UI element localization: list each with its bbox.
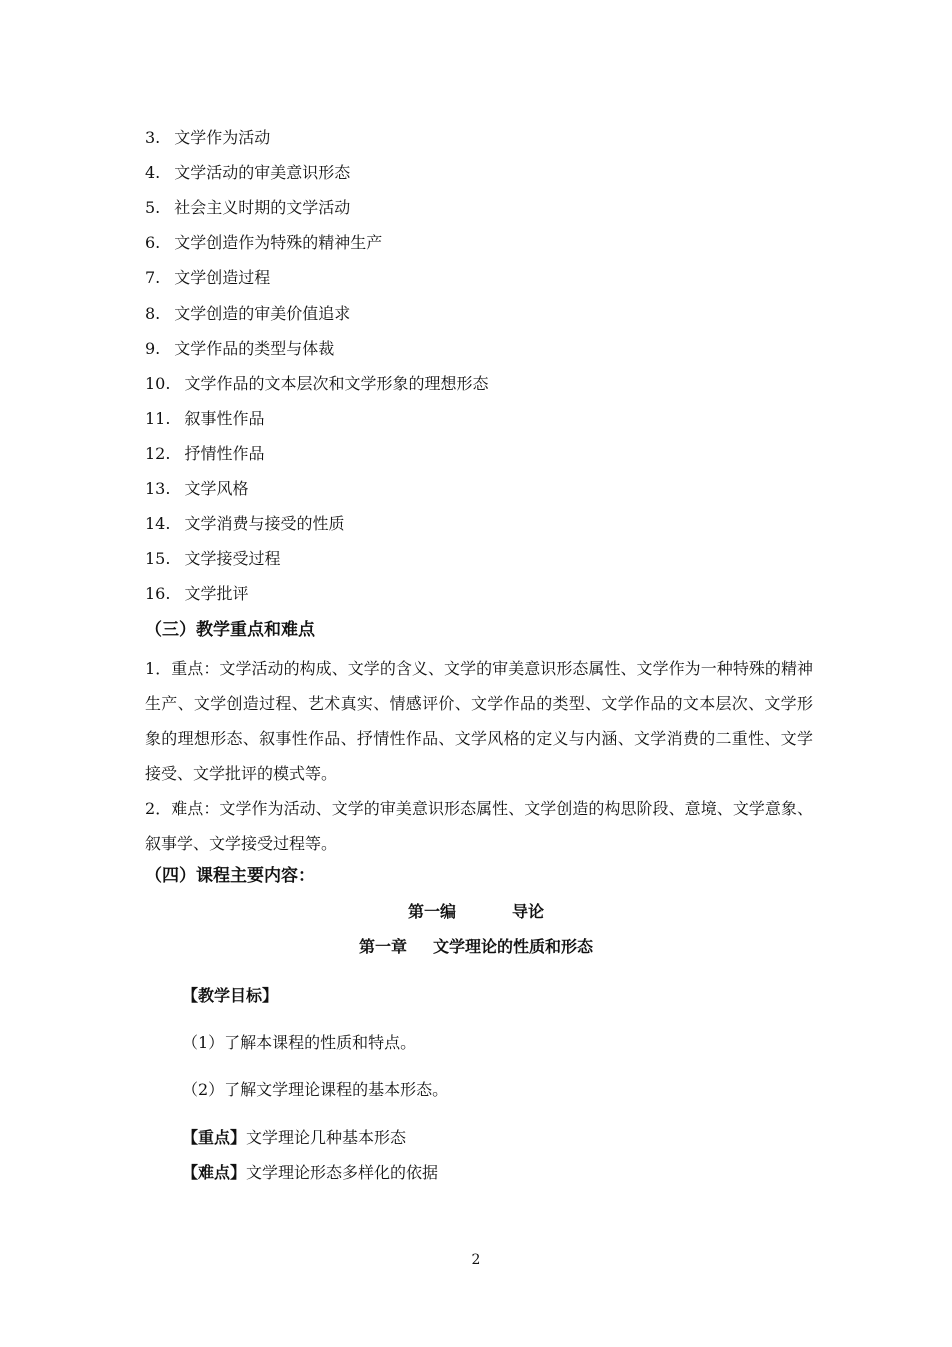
key-point-line (182, 1127, 406, 1149)
key-text: 文学理论几种基本形态 (246, 1128, 407, 1147)
list-item (145, 198, 350, 218)
list-item-number: 9. (145, 338, 161, 358)
list-item-text: 文学作品的类型与体裁 (174, 338, 335, 358)
chapter-label: 第一章 (358, 937, 407, 956)
list-item (145, 444, 264, 464)
list-item-text: 文学作品的文本层次和文学形象的理想形态 (184, 373, 489, 393)
list-item-number: 16. (145, 584, 171, 604)
list-item-text: 社会主义时期的文学活动 (174, 198, 351, 218)
goal-item: （1）了解本课程的性质和特点。 (182, 1033, 417, 1052)
list-item-text: 抒情性作品 (184, 443, 265, 463)
difficulty-label: 【难点】 (182, 1163, 247, 1182)
list-item-number: 15. (145, 549, 171, 569)
list-item-text: 文学消费与接受的性质 (184, 514, 345, 534)
list-item-text: 叙事性作品 (184, 408, 265, 428)
part-name: 导论 (512, 902, 545, 921)
section-heading-key-points: （三）教学重点和难点 (145, 620, 315, 640)
difficulty-text: 文学理论形态多样化的依据 (246, 1163, 439, 1182)
list-item (145, 479, 248, 499)
list-item-number: 3. (145, 128, 161, 147)
list-item-text: 文学创造的审美价值追求 (174, 303, 351, 323)
list-item-number: 8. (145, 303, 161, 323)
list-item-number: 7. (145, 268, 161, 288)
list-item-text: 文学接受过程 (184, 549, 281, 569)
list-item (145, 374, 488, 394)
list-item (145, 549, 280, 569)
goal-item: （2）了解文学理论课程的基本形态。 (182, 1080, 449, 1099)
list-item-number: 13. (145, 479, 171, 498)
difficulty-line (182, 1162, 438, 1184)
list-item-text: 文学作为活动 (174, 128, 271, 147)
list-item (145, 514, 344, 534)
list-item-number: 10. (145, 373, 171, 393)
section-heading-main-content: （四）课程主要内容： (145, 866, 315, 886)
list-item-number: 6. (145, 233, 161, 253)
list-item (145, 268, 270, 288)
list-item-number: 4. (145, 163, 161, 183)
list-item (145, 128, 270, 148)
chapter-name: 文学理论的性质和形态 (433, 937, 594, 956)
part-label: 第一编 (407, 902, 456, 921)
list-item-number: 14. (145, 514, 171, 534)
chapter-title (0, 936, 952, 958)
list-item (145, 233, 382, 253)
key-label: 【重点】 (182, 1128, 247, 1147)
list-item-number: 12. (145, 443, 171, 463)
list-item-text: 文学创造过程 (174, 268, 271, 288)
page-number: 2 (471, 1252, 481, 1268)
list-item (145, 304, 350, 324)
key-points-paragraph: 1．重点：文学活动的构成、文学的含义、文学的审美意识形态属性、文学作为一种特殊的精神生产、文学创造过程、艺术真实、情感评价、文学作品的类型、文学作品的文本层次、文学形象的理想形态、叙事性作品、抒情性作品、文学风格的定义与内涵、文学消费的二重性、文学接受、文学批评的模式等。 (145, 659, 813, 783)
list-item-text: 文学风格 (184, 479, 249, 498)
list-item (145, 584, 248, 604)
list-item-text: 文学批评 (184, 584, 249, 604)
list-item (145, 409, 264, 429)
difficult-points-paragraph: 2．难点：文学作为活动、文学的审美意识形态属性、文学创造的构思阶段、意境、文学意象、叙事学、文学接受过程等。 (145, 799, 813, 853)
list-item-number: 11. (145, 408, 171, 428)
list-item-text: 文学活动的审美意识形态 (174, 163, 351, 183)
list-item-text: 文学创造作为特殊的精神生产 (174, 233, 383, 253)
list-item-number: 5. (145, 198, 161, 218)
list-item (145, 163, 350, 183)
teaching-goals-label: 【教学目标】 (182, 986, 279, 1005)
list-item (145, 339, 334, 359)
part-title (0, 901, 952, 923)
